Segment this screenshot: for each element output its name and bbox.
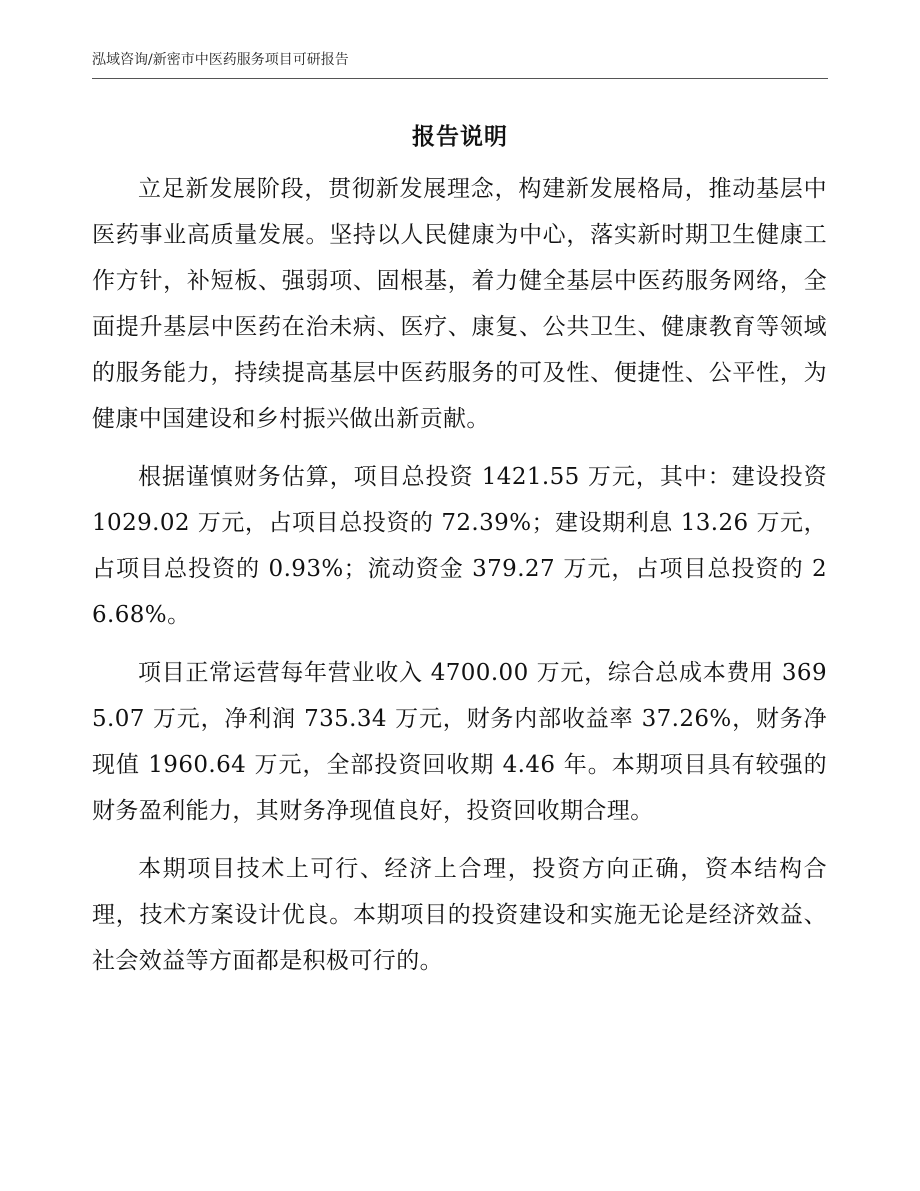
report-body	[92, 166, 827, 984]
running-header: 泓域咨询/新密市中医药服务项目可研报告	[92, 52, 349, 68]
document-title: 报告说明	[412, 123, 508, 150]
paragraph-development-goals: 立足新发展阶段，贯彻新发展理念，构建新发展格局，推动基层中医药事业高质量发展。坚持以人民健康为中心，落实新时期卫生健康工作方针，补短板、强弱项、固根基，着力健全基层中医药服务网络，全面提升基层中医药在治未病、医疗、康复、公共卫生、健康教育等领域的服务能力，持续提高基层中医药服务的可及性、便捷性、公平性，为健康中国建设和乡村振兴做出新贡献。	[92, 176, 827, 432]
header-divider	[92, 78, 828, 79]
paragraph-financial-returns: 项目正常运营每年营业收入 4700.00 万元，综合总成本费用 3695.07 万元，净利润 735.34 万元，财务内部收益率 37.26%，财务净现值 1960.64 万元，全部投资回收期 4.46 年。本期项目具有较强的财务盈利能力，其财务净现值良好，投资回收期合理。	[92, 660, 827, 824]
paragraph-investment-estimate: 根据谨慎财务估算，项目总投资 1421.55 万元，其中：建设投资 1029.02 万元，占项目总投资的 72.39%；建设期利息 13.26 万元，占项目总投资的 0.93%；流动资金 379.27 万元，占项目总投资的 26.68%。	[92, 464, 827, 628]
paragraph-feasibility-conclusion: 本期项目技术上可行、经济上合理，投资方向正确，资本结构合理，技术方案设计优良。本期项目的投资建设和实施无论是经济效益、社会效益等方面都是积极可行的。	[92, 856, 827, 974]
